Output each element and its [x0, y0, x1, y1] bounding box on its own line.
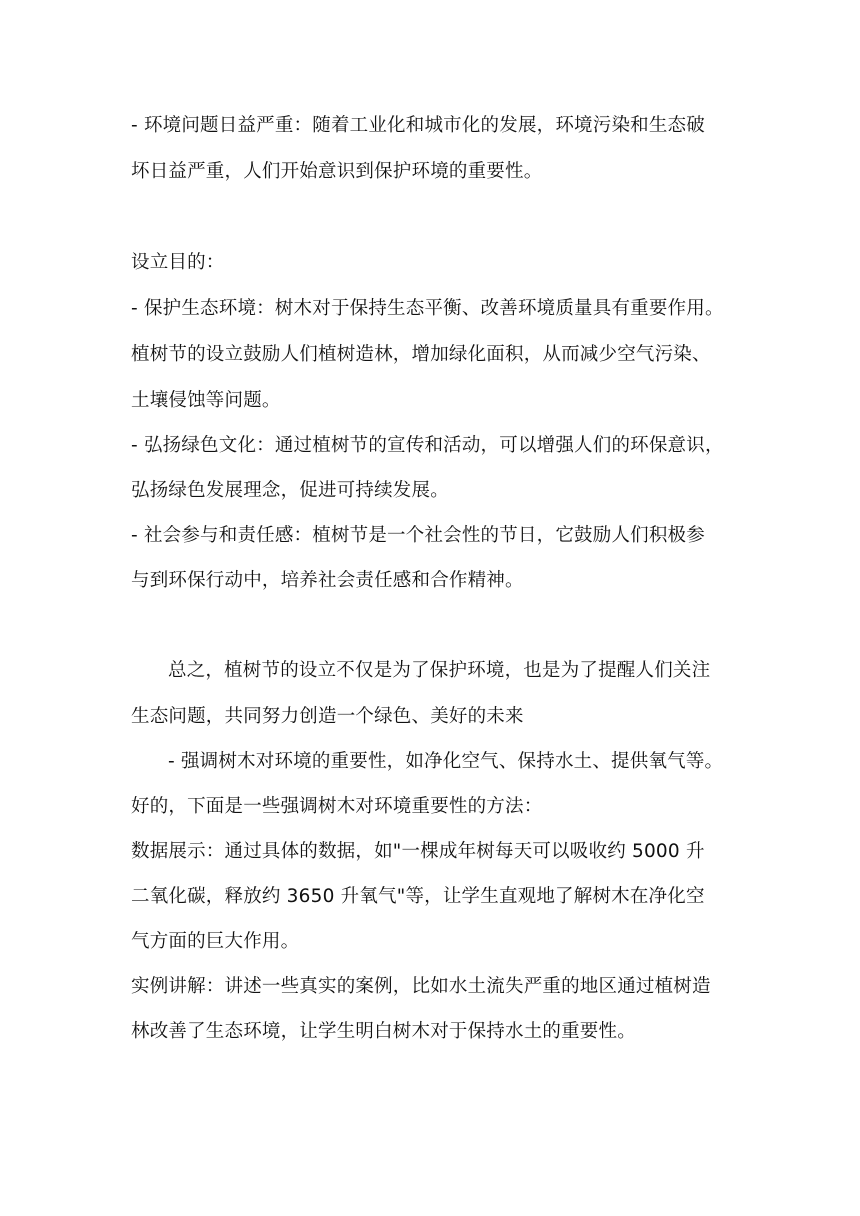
- paragraph-line: 土壤侵蚀等问题。: [131, 390, 281, 411]
- summary-line: 生态问题，共同努力创造一个绿色、美好的未来: [131, 706, 524, 727]
- summary-line: 总之，植树节的设立不仅是为了保护环境，也是为了提醒人们关注: [168, 660, 711, 681]
- paragraph-line: 实例讲解：讲述一些真实的案例，比如水土流失严重的地区通过植树造: [131, 976, 711, 997]
- bullet-line: - 强调树木对环境的重要性，如净化空气、保持水土、提供氧气等。: [168, 751, 724, 772]
- paragraph-line: 弘扬绿色发展理念，促进可持续发展。: [131, 480, 449, 501]
- paragraph-line: 与到环保行动中，培养社会责任感和合作精神。: [131, 570, 524, 591]
- paragraph-line: 数据展示：通过具体的数据，如"一棵成年树每天可以吸收约 5000 升: [131, 841, 705, 862]
- paragraph-line: 好的，下面是一些强调树木对环境重要性的方法：: [131, 796, 543, 817]
- section-heading: 设立目的：: [131, 252, 225, 273]
- paragraph-line: - 弘扬绿色文化：通过植树节的宣传和活动，可以增强人们的环保意识，: [131, 435, 724, 456]
- paragraph-line: 二氧化碳，释放约 3650 升氧气"等，让学生直观地了解树木在净化空: [131, 886, 705, 907]
- paragraph-line: - 环境问题日益严重：随着工业化和城市化的发展，环境污染和生态破: [131, 115, 705, 136]
- paragraph-line: - 社会参与和责任感：植树节是一个社会性的节日，它鼓励人们积极参: [131, 525, 705, 546]
- paragraph-line: 植树节的设立鼓励人们植树造林，增加绿化面积，从而减少空气污染、: [131, 344, 711, 365]
- paragraph-line: - 保护生态环境：树木对于保持生态平衡、改善环境质量具有重要作用。: [131, 298, 724, 319]
- paragraph-line: 林改善了生态环境，让学生明白树木对于保持水土的重要性。: [131, 1021, 636, 1042]
- paragraph-line: 坏日益严重，人们开始意识到保护环境的重要性。: [131, 161, 543, 182]
- paragraph-line: 气方面的巨大作用。: [131, 931, 300, 952]
